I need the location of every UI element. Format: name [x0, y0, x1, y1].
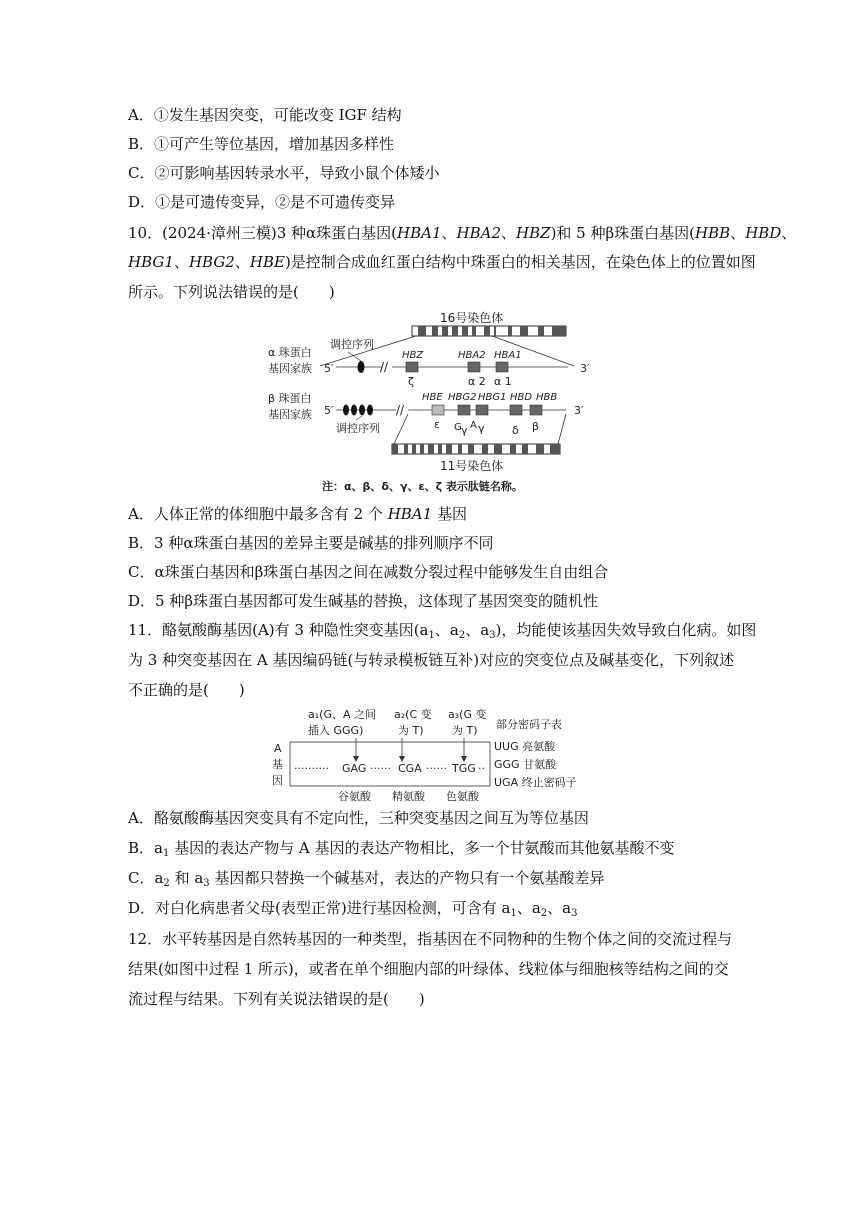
svg-text:······: ······	[426, 762, 447, 775]
svg-text://: //	[380, 360, 389, 374]
q10-stem-line1: 10．(2024·漳州三模)3 种α珠蛋白基因(HBA1、HBA2、HBZ)和 5 种β珠蛋白基因(HBB、HBD、	[128, 224, 797, 242]
regulatory-element-alpha	[358, 361, 365, 373]
aa-tryptophan: 色氨酸	[446, 790, 479, 803]
hbd-gene	[510, 405, 522, 415]
gene-a-label-1: A	[274, 742, 282, 755]
aa-arginine: 精氨酸	[392, 790, 425, 803]
tyrosinase-mutation-diagram	[268, 706, 598, 804]
table-row-uug: UUG 亮氨酸	[494, 740, 556, 753]
beta-family-label-1: β 珠蛋白	[268, 392, 312, 405]
q10-stem-line3: 所示。下列说法错误的是( )	[128, 283, 335, 301]
reg-seq-top-label: 调控序列	[330, 338, 374, 351]
hba2-gene	[468, 362, 480, 372]
gamma1-label: γ	[461, 424, 468, 437]
table-row-ggg: GGG 甘氨酸	[494, 758, 557, 771]
alpha-family-label-1: α 珠蛋白	[268, 346, 312, 359]
q10-option-d: D．5 种β珠蛋白基因都可发生碱基的替换，这体现了基因突变的随机性	[128, 592, 599, 610]
q11-stem-line2: 为 3 种突变基因在 A 基因编码链(与转录模板链互补)对应的突变位点及碱基变化，下列叙述	[128, 651, 735, 669]
hba1-label: HBA1	[494, 350, 522, 361]
codon-cga: CGA	[398, 762, 422, 775]
table-row-uga: UGA 终止密码子	[494, 776, 577, 789]
q9-option-b: B．①可产生等位基因，增加基因多样性	[128, 135, 395, 153]
a3-label-1: a₃(G 变	[448, 708, 487, 721]
svg-text:··: ··	[478, 762, 485, 775]
three-prime-b: 3′	[574, 404, 584, 417]
q12-stem-line2: 结果(如图中过程 1 所示)，或者在单个细胞内部的叶绿体、线粒体与细胞核等结构之间的交	[128, 960, 729, 978]
q11-stem-line3: 不正确的是( )	[128, 681, 245, 699]
q11-option-d: D．对白化病患者父母(表型正常)进行基因检测，可含有 $a_1$、$a_2$、$a_3$	[128, 899, 578, 919]
gene-a-label-2: 基	[272, 758, 283, 771]
q10-stem-line2: HBG1、HBG2、HBE)是控制合成血红蛋白结构中珠蛋白的相关基因，在染色体上的位置如图	[128, 253, 756, 271]
a3-label-2: 为 T)	[452, 724, 478, 737]
aa-glutamate: 谷氨酸	[338, 790, 371, 803]
chromosome-11	[392, 444, 560, 454]
chr16-label: 16号染色体	[440, 311, 504, 325]
hbe-label: HBE	[422, 392, 443, 403]
beta-label: β	[532, 420, 540, 433]
q9-option-c: C．②可影响基因转录水平，导致小鼠个体矮小	[128, 164, 440, 182]
codon-gag: GAG	[342, 762, 367, 775]
gene-a-label-3: 因	[272, 774, 283, 787]
q11-option-c: C．$a_2$ 和 $a_3$ 基因都只替换一个碱基对，表达的产物只有一个氨基酸差异	[128, 869, 605, 889]
five-prime-b: 5′	[324, 404, 334, 417]
g-gamma-label: G	[454, 422, 462, 433]
q10-option-c: C．α珠蛋白基因和β珠蛋白基因之间在减数分裂过程中能够发生自由组合	[128, 563, 609, 581]
chr11-label: 11号染色体	[440, 459, 504, 473]
svg-text:······: ······	[370, 762, 391, 775]
hbd-label: HBD	[510, 392, 533, 403]
q11-option-b: B．$a_1$ 基因的表达产物与 A 基因的表达产物相比，多一个甘氨酸而其他氨基酸不变	[128, 839, 675, 859]
five-prime-a: 5′	[324, 362, 334, 375]
a2-label-1: a₂(C 变	[394, 708, 432, 721]
a1-label-1: a₁(G、A 之间	[308, 708, 376, 721]
q12-stem-line3: 流过程与结果。下列有关说法错误的是( )	[128, 990, 425, 1008]
q11-stem-line1: 11．酪氨酸酶基因(A)有 3 种隐性突变基因($a_1$、$a_2$、$a_3$)，均能使该基因失效导致白化病。如图	[128, 621, 757, 641]
figure-note: 注：α、β、δ、γ、ε、ζ 表示肽链名称。	[322, 480, 523, 493]
codon-table-title: 部分密码子表	[496, 718, 562, 731]
q12-stem-line1: 12．水平转基因是自然转基因的一种类型，指基因在不同物种的生物个体之间的交流过程与	[128, 930, 733, 948]
alpha2-label: α 2	[468, 375, 486, 388]
q9-option-a: A．①发生基因突变，可能改变 IGF 结构	[128, 106, 402, 124]
q11-option-a: A．酪氨酸酶基因突变具有不定向性，三种突变基因之间互为等位基因	[128, 809, 589, 827]
epsilon-label: ε	[434, 418, 440, 431]
q10-option-b: B．3 种α珠蛋白基因的差异主要是碱基的排列顺序不同	[128, 534, 494, 552]
q9-option-d: D．①是可遗传变异，②是不可遗传变异	[128, 193, 396, 211]
a1-label-2: 插入 GGG)	[308, 724, 364, 737]
svg-text://: //	[396, 403, 405, 417]
chromosome-16	[412, 326, 566, 336]
a2-label-2: 为 T)	[398, 724, 424, 737]
beta-family-label-2: 基因家族	[268, 408, 312, 421]
reg-seq-bottom-label: 调控序列	[336, 422, 380, 435]
hbb-label: HBB	[536, 392, 558, 403]
sequence-left-dots: ··········	[294, 762, 329, 775]
a-gamma-label: A	[470, 420, 477, 431]
hbz-label: HBZ	[402, 350, 424, 361]
hbb-gene	[530, 405, 542, 415]
hba1-gene	[496, 362, 508, 372]
hbe-gene	[432, 405, 444, 415]
hbg2-label: HBG2	[448, 392, 477, 403]
hba2-label: HBA2	[458, 350, 486, 361]
hbg1-gene	[476, 405, 488, 415]
gamma2-label: γ	[478, 422, 485, 435]
codon-tgg: TGG	[452, 762, 476, 775]
hbz-gene	[406, 362, 418, 372]
globin-gene-diagram	[262, 308, 602, 498]
alpha1-label: α 1	[494, 375, 512, 388]
alpha-family-label-2: 基因家族	[268, 362, 312, 375]
hbg2-gene	[458, 405, 470, 415]
delta-label: δ	[512, 424, 519, 437]
hbg1-label: HBG1	[478, 392, 507, 403]
three-prime-a: 3′	[580, 362, 590, 375]
q10-option-a: A．人体正常的体细胞中最多含有 2 个 HBA1 基因	[128, 505, 467, 523]
zeta-label: ζ	[408, 375, 414, 388]
